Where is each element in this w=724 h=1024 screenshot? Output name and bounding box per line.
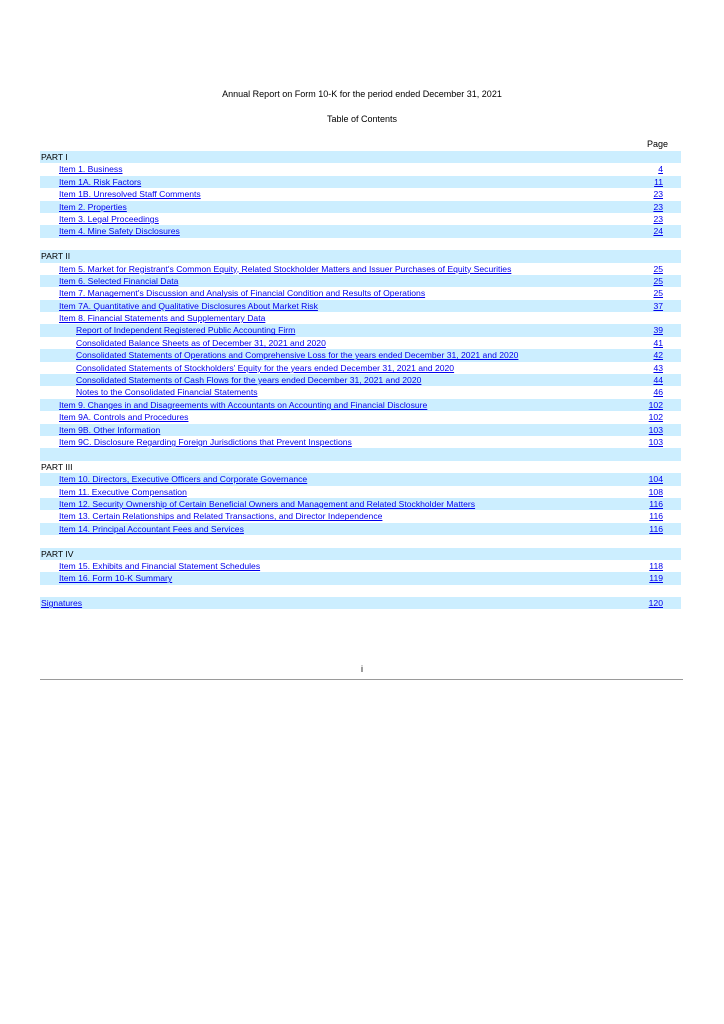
toc-sub-link[interactable]: Consolidated Statements of Cash Flows for the years ended December 31, 2021 and 2020 <box>76 375 422 386</box>
toc-link[interactable]: Item 1. Business <box>59 164 123 175</box>
part-heading-row <box>40 548 681 560</box>
toc-row <box>40 287 681 299</box>
document-title: Annual Report on Form 10-K for the period ended December 31, 2021 <box>222 89 502 99</box>
toc-row <box>40 201 681 213</box>
footer-divider <box>40 679 683 680</box>
toc-link[interactable]: Item 11. Executive Compensation <box>59 486 187 497</box>
toc-link[interactable]: Item 14. Principal Accountant Fees and Services <box>59 523 244 534</box>
part-heading: PART I <box>41 152 68 162</box>
toc-row <box>40 486 681 498</box>
part-heading-row <box>40 151 681 163</box>
toc-link[interactable]: Item 10. Directors, Executive Officers and Corporate Governance <box>59 474 308 485</box>
toc-subrow <box>40 362 681 374</box>
toc-link[interactable]: Item 2. Properties <box>59 201 127 212</box>
spacer-row <box>40 238 681 250</box>
toc-row <box>40 163 681 175</box>
spacer-row <box>40 448 681 460</box>
toc-link[interactable]: Item 15. Exhibits and Financial Statement Schedules <box>59 560 261 571</box>
toc-page-link[interactable]: 4 <box>658 164 663 175</box>
toc-link[interactable]: Item 7A. Quantitative and Qualitative Disclosures About Market Risk <box>59 300 318 311</box>
toc-page-link[interactable]: 116 <box>649 511 663 522</box>
toc-page-link[interactable]: 25 <box>653 275 663 286</box>
toc-row <box>40 424 681 436</box>
toc-link[interactable]: Item 9C. Disclosure Regarding Foreign Jurisdictions that Prevent Inspections <box>59 436 352 447</box>
toc-page-link[interactable]: 41 <box>653 337 663 348</box>
toc-page-link[interactable]: 46 <box>653 387 663 398</box>
toc-link[interactable]: Item 13. Certain Relationships and Related Transactions, and Director Independence <box>59 511 383 522</box>
toc-subrow <box>40 324 681 336</box>
toc-link[interactable]: Item 6. Selected Financial Data <box>59 275 179 286</box>
toc-page-link[interactable]: 37 <box>653 300 663 311</box>
part-heading-row <box>40 250 681 262</box>
toc-link[interactable]: Item 4. Mine Safety Disclosures <box>59 226 180 237</box>
table-of-contents <box>40 151 681 609</box>
toc-page-link[interactable]: 23 <box>653 201 663 212</box>
toc-subrow <box>40 374 681 386</box>
toc-link[interactable]: Item 5. Market for Registrant's Common Equity, Related Stockholder Matters and Issuer Purchases of Equity Securities <box>59 263 512 274</box>
toc-page-link[interactable]: 23 <box>653 189 663 200</box>
spacer-row <box>40 585 681 597</box>
toc-page-link[interactable]: 25 <box>653 263 663 274</box>
toc-sub-link[interactable]: Consolidated Statements of Operations and Comprehensive Loss for the years ended December 31, 2021 and 2020 <box>76 350 519 361</box>
toc-row <box>40 560 681 572</box>
toc-link[interactable]: Item 1B. Unresolved Staff Comments <box>59 189 201 200</box>
toc-row <box>40 510 681 522</box>
part-heading-row <box>40 461 681 473</box>
toc-subrow <box>40 337 681 349</box>
toc-row <box>40 572 681 584</box>
toc-link[interactable]: Item 16. Form 10-K Summary <box>59 573 173 584</box>
toc-row <box>40 263 681 275</box>
toc-subrow <box>40 386 681 398</box>
toc-heading: Table of Contents <box>326 114 398 124</box>
toc-page-link[interactable]: 116 <box>649 498 663 509</box>
toc-row <box>40 399 681 411</box>
toc-link[interactable]: Item 7. Management's Discussion and Analysis of Financial Condition and Results of Operations <box>59 288 426 299</box>
toc-page-link[interactable]: 23 <box>653 213 663 224</box>
signatures-link[interactable]: Signatures <box>41 598 83 609</box>
toc-page-link[interactable]: 42 <box>653 350 663 361</box>
toc-link[interactable]: Item 12. Security Ownership of Certain Beneficial Owners and Management and Related Stockholder Matters <box>59 498 476 509</box>
toc-page-link[interactable]: 108 <box>648 486 663 497</box>
toc-page-link[interactable]: 102 <box>648 412 663 423</box>
toc-page-link[interactable]: 103 <box>648 424 663 435</box>
toc-page-link[interactable]: 25 <box>653 288 663 299</box>
toc-sub-link[interactable]: Report of Independent Registered Public Accounting Firm <box>76 325 296 336</box>
toc-row <box>40 411 681 423</box>
toc-page-link[interactable]: 120 <box>648 598 663 609</box>
part-heading: PART III <box>41 461 73 472</box>
toc-link[interactable]: Item 9. Changes in and Disagreements with Accountants on Accounting and Financial Disclosure <box>59 399 428 410</box>
page-column-header: Page <box>646 139 668 149</box>
part-heading: PART IV <box>41 548 74 559</box>
toc-page-link[interactable]: 11 <box>654 176 663 187</box>
toc-page-link[interactable]: 103 <box>648 436 663 447</box>
toc-link[interactable]: Item 8. Financial Statements and Supplementary Data <box>59 313 266 324</box>
toc-row <box>40 436 681 448</box>
toc-link[interactable]: Item 9B. Other Information <box>59 424 161 435</box>
toc-row <box>40 213 681 225</box>
toc-row <box>40 473 681 485</box>
spacer-row <box>40 535 681 547</box>
toc-page-link[interactable]: 39 <box>653 325 663 336</box>
toc-link[interactable]: Item 3. Legal Proceedings <box>59 213 159 224</box>
toc-row <box>40 188 681 200</box>
toc-page-link[interactable]: 116 <box>649 523 663 534</box>
toc-page-link[interactable]: 118 <box>649 560 663 571</box>
toc-row <box>40 225 681 237</box>
toc-page-link[interactable]: 104 <box>648 474 663 485</box>
toc-page-link[interactable]: 44 <box>653 375 663 386</box>
toc-row <box>40 176 681 188</box>
part-heading: PART II <box>41 251 71 262</box>
toc-row <box>40 498 681 510</box>
toc-page-link[interactable]: 119 <box>649 573 663 584</box>
toc-link[interactable]: Item 1A. Risk Factors <box>59 176 142 187</box>
toc-sub-link[interactable]: Notes to the Consolidated Financial Statements <box>76 387 258 398</box>
toc-page-link[interactable]: 43 <box>653 362 663 373</box>
toc-row <box>40 523 681 535</box>
toc-row <box>40 275 681 287</box>
footer-page-number: i <box>361 664 363 674</box>
toc-row <box>40 300 681 312</box>
toc-sub-link[interactable]: Consolidated Balance Sheets as of December 31, 2021 and 2020 <box>76 337 326 348</box>
toc-row <box>40 597 681 609</box>
toc-page-link[interactable]: 24 <box>653 226 663 237</box>
toc-subrow <box>40 349 681 361</box>
toc-link[interactable]: Item 9A. Controls and Procedures <box>59 412 189 423</box>
toc-row <box>40 312 681 324</box>
toc-sub-link[interactable]: Consolidated Statements of Stockholders' Equity for the years ended December 31, 2021 and 2020 <box>76 362 455 373</box>
toc-page-link[interactable]: 102 <box>648 399 663 410</box>
